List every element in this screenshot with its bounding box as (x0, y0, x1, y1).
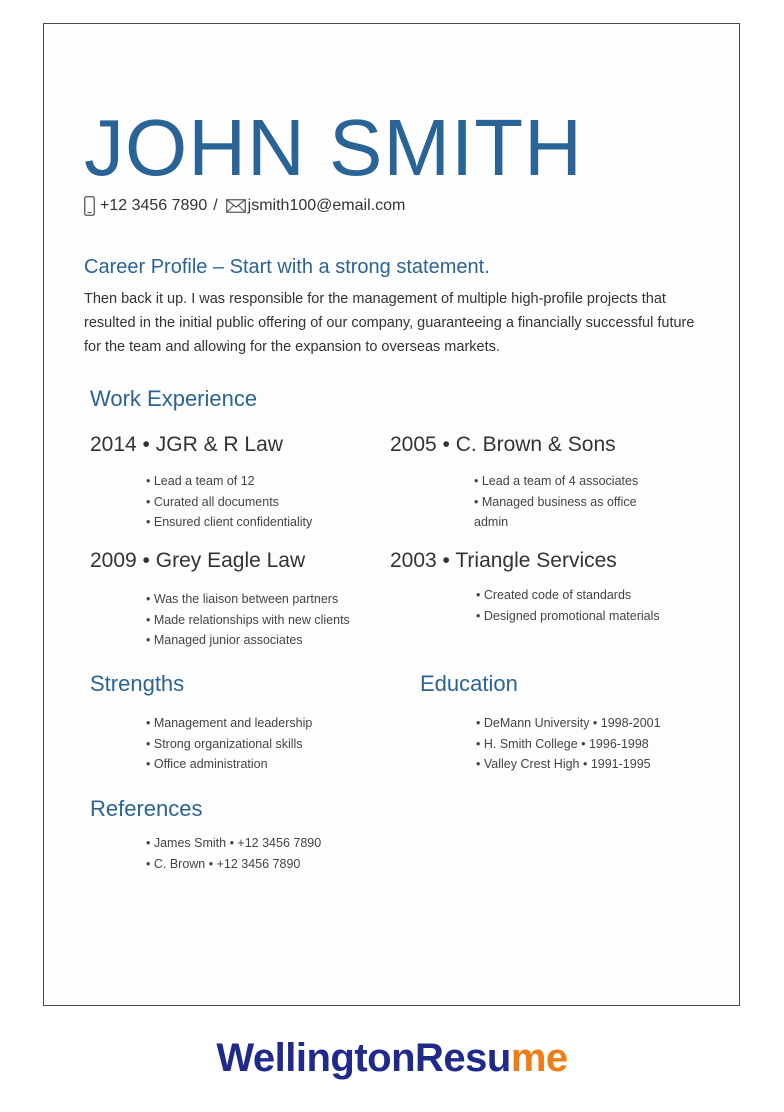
list-item: • Created code of standards (476, 585, 660, 606)
job-bullets-brown (474, 471, 664, 533)
list-item: • Lead a team of 12 (146, 471, 312, 492)
brand-logo-part2: me (510, 1036, 568, 1080)
work-experience-title: Work Experience (90, 386, 258, 411)
list-item: • Was the liaison between partners (146, 589, 350, 610)
list-item: • Managed junior associates (146, 630, 350, 651)
brand-logo (0, 1030, 784, 1086)
contact-line (84, 192, 405, 220)
list-item: • Ensured client confidentiality (146, 512, 312, 533)
education-list (476, 713, 661, 775)
list-item: • Curated all documents (146, 492, 312, 513)
list-item: • C. Brown • +12 3456 7890 (146, 854, 321, 875)
job-heading-grey-eagle: 2009 • Grey Eagle Law (90, 549, 306, 572)
brand-logo-part1: WellingtonResu (216, 1036, 511, 1080)
job-bullets-jgr (146, 471, 312, 533)
career-profile-title: Career Profile – Start with a strong statement. (84, 256, 490, 278)
envelope-icon (226, 199, 246, 213)
job-bullets-grey-eagle (146, 589, 350, 651)
references-title: References (90, 796, 203, 821)
job-bullets-triangle (476, 585, 660, 626)
job-heading-triangle: 2003 • Triangle Services (390, 549, 617, 572)
list-item: • DeMann University • 1998-2001 (476, 713, 661, 734)
list-item: • Made relationships with new clients (146, 610, 350, 631)
job-heading-jgr: 2014 • JGR & R Law (90, 433, 283, 456)
references-list (146, 833, 321, 874)
phone-number: +12 3456 7890 (100, 197, 208, 214)
strengths-title: Strengths (90, 671, 185, 696)
list-item: • Valley Crest High • 1991-1995 (476, 754, 661, 775)
list-item: • Strong organizational skills (146, 734, 312, 755)
list-item: • James Smith • +12 3456 7890 (146, 833, 321, 854)
list-item: • H. Smith College • 1996-1998 (476, 734, 661, 755)
strengths-list (146, 713, 312, 775)
education-title: Education (420, 671, 518, 696)
contact-separator: / (213, 197, 218, 214)
job-heading-brown: 2005 • C. Brown & Sons (390, 433, 616, 456)
phone-icon (84, 196, 95, 216)
list-item: • Office administration (146, 754, 312, 775)
career-profile-body: Then back it up. I was responsible for the management of multiple high-profile projects that resulted in the initial public offering of our company, guaranteeing a financially successful future for the team and allowing for the expansion to overseas markets. (84, 291, 695, 355)
list-item: • Management and leadership (146, 713, 312, 734)
email-address: jsmith100@email.com (247, 197, 406, 214)
candidate-name: JOHN SMITH (84, 103, 583, 192)
list-item: • Lead a team of 4 associates (474, 471, 664, 492)
list-item: • Managed business as office admin (474, 492, 664, 533)
list-item: • Designed promotional materials (476, 606, 660, 627)
